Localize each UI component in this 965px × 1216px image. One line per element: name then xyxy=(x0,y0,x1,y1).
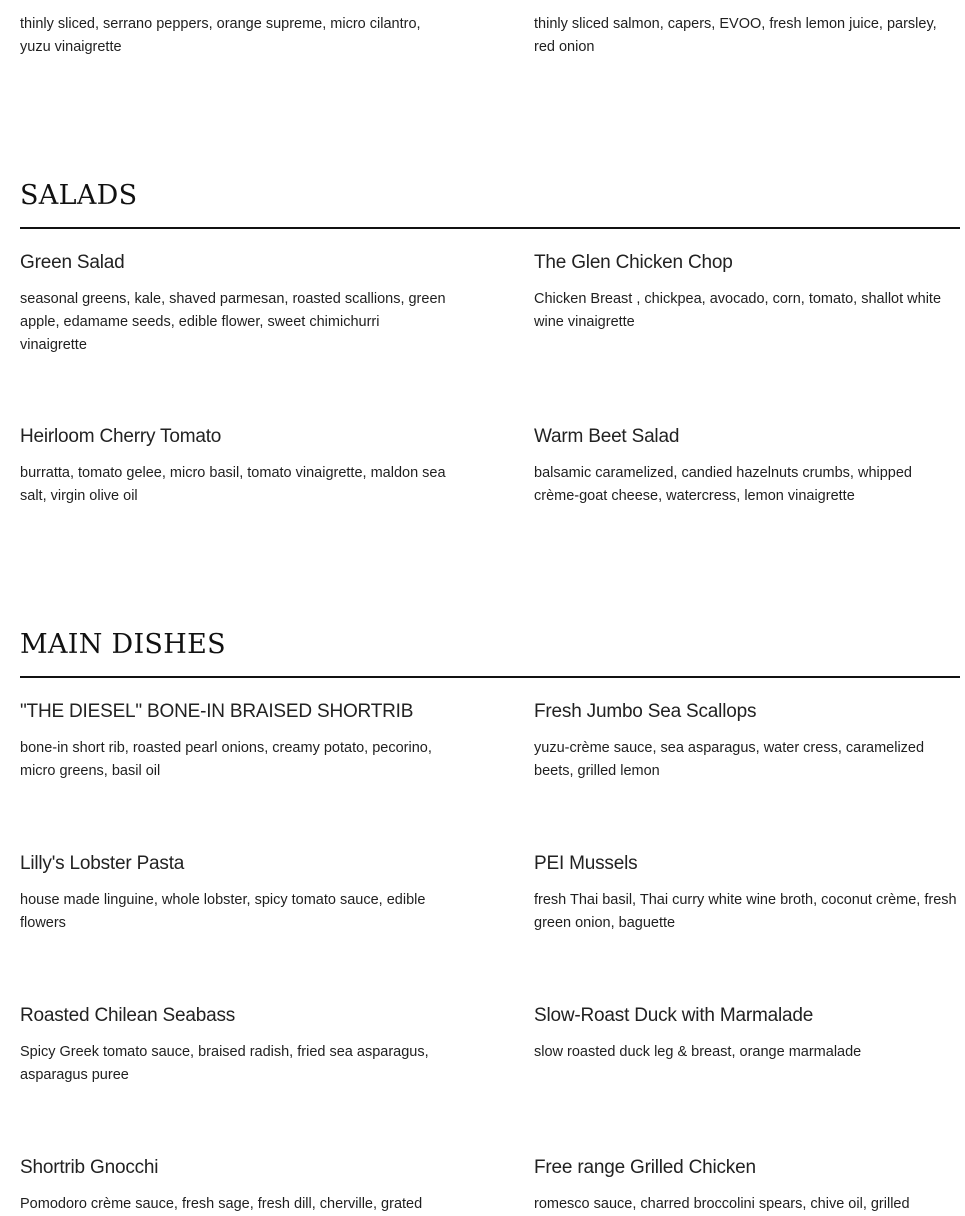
menu-item-description: bone-in short rib, roasted pearl onions, creamy potato, pecorino, micro greens, basil oil xyxy=(20,740,432,779)
menu-item-description: slow roasted duck leg & breast, orange marmalade xyxy=(534,1044,862,1060)
menu-item-description: yuzu-crème sauce, sea asparagus, water cress, caramelized beets, grilled lemon xyxy=(534,740,925,779)
menu-item-title: Roasted Chilean Seabass xyxy=(20,1005,236,1026)
menu-item-title: Slow-Roast Duck with Marmalade xyxy=(534,1005,814,1026)
menu-item-title: Free range Grilled Chicken xyxy=(534,1157,756,1178)
menu-item-description: balsamic caramelized, candied hazelnuts crumbs, whipped crème-goat cheese, watercress, lemon vinaigrette xyxy=(534,465,912,504)
menu-item-title: Heirloom Cherry Tomato xyxy=(20,426,222,447)
menu-item-title: "THE DIESEL" BONE-IN BRAISED SHORTRIB xyxy=(20,701,414,722)
menu-item-description: thinly sliced, serrano peppers, orange supreme, micro cilantro, yuzu vinaigrette xyxy=(20,16,421,55)
menu-item-title: Lilly's Lobster Pasta xyxy=(20,853,185,874)
menu-item-title: The Glen Chicken Chop xyxy=(534,252,733,273)
section-divider xyxy=(20,676,960,678)
menu-item-description: burratta, tomato gelee, micro basil, tomato vinaigrette, maldon sea salt, virgin olive oil xyxy=(20,465,446,504)
menu-item-description: house made linguine, whole lobster, spicy tomato sauce, edible flowers xyxy=(20,892,426,931)
menu-item-title: PEI Mussels xyxy=(534,853,638,874)
menu-item-description: seasonal greens, kale, shaved parmesan, roasted scallions, green apple, edamame seeds, edible flower, sweet chimichurri vinaigrette xyxy=(20,291,446,353)
menu-item-description: Pomodoro crème sauce, fresh sage, fresh dill, cherville, grated xyxy=(20,1196,423,1212)
menu-item-description: thinly sliced salmon, capers, EVOO, fresh lemon juice, parsley, red onion xyxy=(534,16,937,55)
section-heading-salads: SALADS xyxy=(20,180,138,211)
menu-item-description: romesco sauce, charred broccolini spears, chive oil, grilled xyxy=(534,1196,910,1212)
menu-item-title: Warm Beet Salad xyxy=(534,426,680,447)
section-heading-main-dishes: MAIN DISHES xyxy=(20,629,226,660)
menu-item-title: Shortrib Gnocchi xyxy=(20,1157,159,1178)
menu-item-description: fresh Thai basil, Thai curry white wine broth, coconut crème, fresh green onion, baguette xyxy=(534,892,957,931)
menu-item-description: Chicken Breast , chickpea, avocado, corn, tomato, shallot white wine vinaigrette xyxy=(534,291,942,330)
menu-item-title: Green Salad xyxy=(20,252,125,273)
menu-item-title: Fresh Jumbo Sea Scallops xyxy=(534,701,757,722)
menu-item-description: Spicy Greek tomato sauce, braised radish, fried sea asparagus, asparagus puree xyxy=(20,1044,429,1083)
section-divider xyxy=(20,227,960,229)
